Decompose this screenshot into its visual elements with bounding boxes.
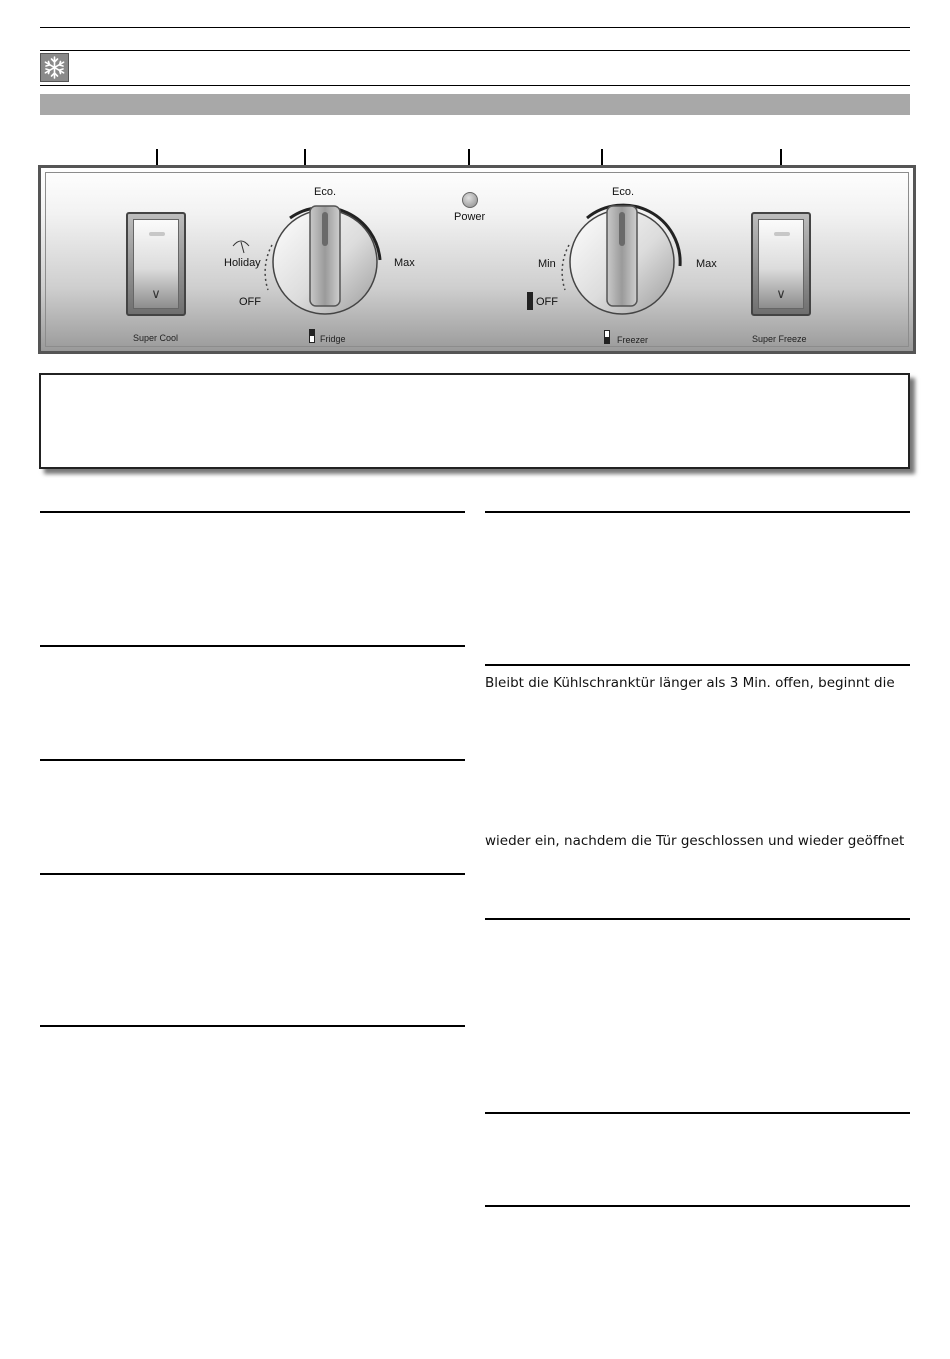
power-indicator-led xyxy=(462,192,478,208)
freezer-dial[interactable] xyxy=(547,190,697,330)
fridge-label: Fridge xyxy=(320,334,346,344)
section-title-bar xyxy=(40,94,910,115)
left-section-rule-1 xyxy=(40,511,465,513)
top-rule xyxy=(40,27,910,28)
right-section-rule-3 xyxy=(485,918,910,920)
fridge-switch-icon xyxy=(309,329,315,343)
super-freeze-indicator xyxy=(774,232,790,236)
super-cool-switch-face xyxy=(133,219,179,309)
door-alarm-text-line: Bleibt die Kühlschranktür länger als 3 Min. offen, beginnt die xyxy=(485,675,895,691)
freezer-off-label: OFF xyxy=(536,296,558,308)
right-section-rule-4 xyxy=(485,1112,910,1114)
header-rule-bottom xyxy=(40,85,910,86)
super-freeze-switch-face xyxy=(758,219,804,309)
left-section-rule-2 xyxy=(40,645,465,647)
left-section-rule-5 xyxy=(40,1025,465,1027)
chevron-down-icon: ∨ xyxy=(151,287,161,302)
umbrella-icon xyxy=(231,238,251,258)
fridge-holiday-label: Holiday xyxy=(224,257,261,269)
freezer-max-label: Max xyxy=(696,258,717,270)
super-cool-label: Super Cool xyxy=(133,333,179,343)
left-section-rule-3 xyxy=(40,759,465,761)
right-section-rule-2 xyxy=(485,664,910,666)
chevron-down-icon: ∨ xyxy=(776,287,786,302)
left-section-rule-4 xyxy=(40,873,465,875)
snowflake-icon xyxy=(40,53,69,82)
super-freeze-label: Super Freeze xyxy=(752,334,807,344)
fridge-dial[interactable] xyxy=(250,190,400,330)
freezer-off-switch-icon xyxy=(527,292,533,310)
freezer-switch-icon xyxy=(604,330,610,344)
freezer-eco-label: Eco. xyxy=(612,186,635,198)
freezer-min-label: Min xyxy=(538,258,556,270)
door-alarm-text-line-2: wieder ein, nachdem die Tür geschlossen und wieder geöffnet xyxy=(485,833,905,849)
super-cool-indicator xyxy=(149,232,165,236)
fridge-eco-label: Eco. xyxy=(314,186,337,198)
header-rule-top xyxy=(40,50,910,51)
right-section-rule-5 xyxy=(485,1205,910,1207)
super-cool-switch[interactable] xyxy=(126,212,186,316)
freezer-label: Freezer xyxy=(617,335,649,345)
fridge-max-label: Max xyxy=(394,257,415,269)
power-label: Power xyxy=(454,211,486,223)
notice-box xyxy=(39,373,910,469)
right-section-rule-1 xyxy=(485,511,910,513)
fridge-off-label: OFF xyxy=(239,296,261,308)
super-freeze-switch[interactable] xyxy=(751,212,811,316)
